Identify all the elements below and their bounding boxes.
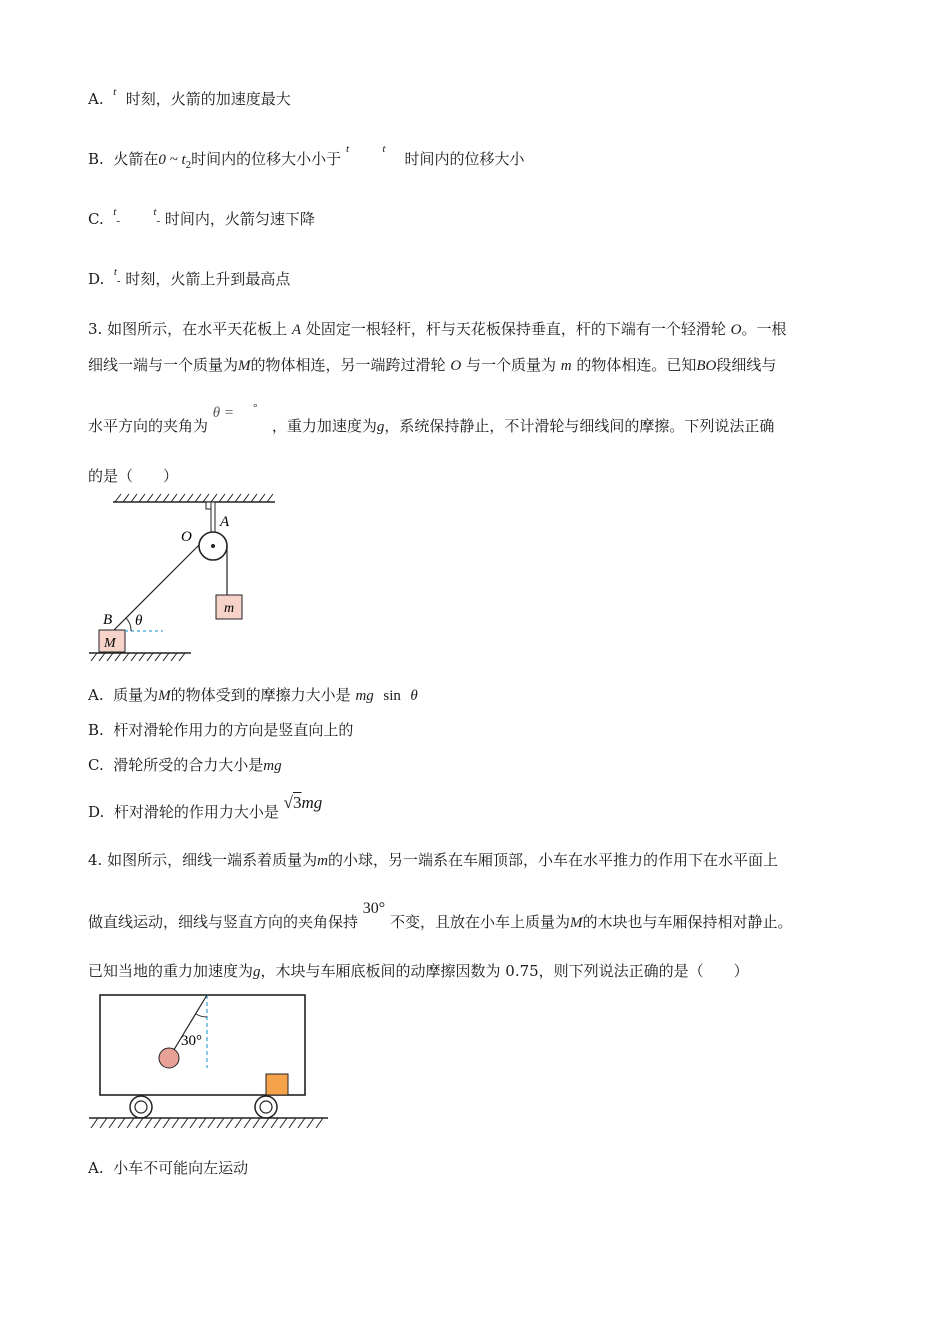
- q2-option-a: A. $^t$ 时刻，火箭的加速度最大: [88, 86, 291, 108]
- q4-stem-line3: 已知当地的重力加速度为g，木块与车厢底板间的动摩擦因数为 0.75，则下列说法正确的是（ ）: [88, 962, 749, 980]
- q3-stem-line3: 水平方向的夹角为 θ = ° ，重力加速度为g，系统保持静止，不计滑轮与细线间的摩擦。下列说法正确: [88, 402, 775, 435]
- q3-option-c: C. 滑轮所受的合力大小是mg: [88, 756, 282, 774]
- q2-option-b: B. 火箭在0 ~ $t_2$时间内的位移大小小于 $^t$ $^t$ 时间内的位移大小: [88, 143, 525, 171]
- label-m: m: [224, 601, 235, 616]
- q3-option-b: B. 杆对滑轮作用力的方向是竖直向上的: [88, 721, 354, 739]
- q3-option-a: A. 质量为M的物体受到的摩擦力大小是 mg sin θ: [88, 686, 418, 704]
- q2-option-c: C. $^t$- $^t$- 时间内，火箭匀速下降: [88, 206, 315, 228]
- wood-block: [266, 1074, 288, 1095]
- angle-label: 30°: [181, 1033, 202, 1049]
- label-B: B: [103, 612, 113, 628]
- q4-option-a: A. 小车不可能向左运动: [88, 1159, 249, 1177]
- q3-figure: [85, 490, 285, 665]
- label-A: A: [220, 514, 230, 530]
- label-M: M: [104, 636, 116, 651]
- ball: [159, 1048, 179, 1068]
- q3-option-d: D. 杆对滑轮的作用力大小是 √3mg: [88, 793, 323, 821]
- q4-stem-line1: 4. 如图所示，细线一端系着质量为m的小球，另一端系在车厢顶部，小车在水平推力的作用下在水平面上: [88, 851, 778, 869]
- q3-stem-line1: 3. 如图所示，在水平天花板上 A 处固定一根轻杆，杆与天花板保持垂直，杆的下端有一个轻滑轮 O。一根: [88, 320, 787, 338]
- q4-figure: [85, 990, 335, 1140]
- q2-option-d: D. $^t$- 时刻，火箭上升到最高点: [88, 266, 291, 288]
- label-theta: θ: [135, 613, 143, 629]
- label-O: O: [181, 529, 192, 545]
- q3-stem-line4: 的是（ ）: [88, 467, 179, 485]
- q3-stem-line2: 细线一端与一个质量为M的物体相连，另一端跨过滑轮 O 与一个质量为 m 的物体相连。已知BO段细线与: [88, 356, 777, 374]
- q4-stem-line2: 做直线运动，细线与竖直方向的夹角保持 30° 不变，且放在小车上质量为M的木块也与车厢保持相对静止。: [88, 900, 793, 931]
